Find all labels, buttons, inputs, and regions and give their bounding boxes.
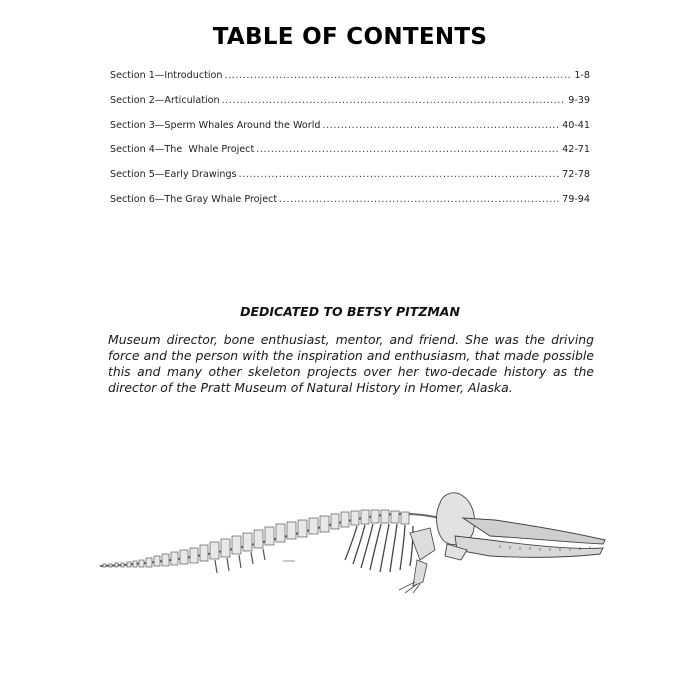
toc-entry-pages: 9-39 <box>568 94 590 106</box>
toc-entry-pages: 79-94 <box>562 193 590 205</box>
toc-entry <box>110 95 590 120</box>
dot-leader <box>225 70 572 81</box>
toc-entry-pages: 40-41 <box>562 119 590 131</box>
dot-leader <box>322 120 559 131</box>
page-title: TABLE OF CONTENTS <box>212 24 488 50</box>
toc-entry <box>110 194 590 219</box>
toc-entry-pages: 1-8 <box>574 70 590 81</box>
toc-entry-pages: 72-78 <box>562 169 590 181</box>
toc-entry-label: Section 4—The Whale Project <box>110 144 255 156</box>
dedication-body: Museum director, bone enthusiast, mentor, and friend. She was the driving force and the person with the inspiration and enthusiasm, that made possible this and many other skeleton projects over her two-decade history as the director of the Pratt Museum of Natural History in Homer, Alaska. <box>108 332 594 395</box>
dot-leader <box>239 169 560 180</box>
dot-leader <box>256 144 559 155</box>
toc-entry-pages: 42-71 <box>562 144 590 156</box>
dot-leader <box>222 95 566 106</box>
toc-entry <box>110 144 590 169</box>
whale-skeleton-illustration <box>95 478 610 593</box>
toc-entry-label: Section 5—Early Drawings <box>110 169 237 181</box>
toc-entry-label: Section 3—Sperm Whales Around the World <box>110 119 321 131</box>
toc-entry-label: Section 6—The Gray Whale Project <box>110 193 278 205</box>
toc-entry <box>110 70 590 95</box>
table-of-contents <box>110 70 590 219</box>
dedication-title: DEDICATED TO BETSY PITZMAN <box>240 304 460 319</box>
toc-entry-label: Section 1—Introduction <box>110 70 223 81</box>
toc-entry <box>110 169 590 194</box>
dot-leader <box>279 194 559 205</box>
toc-entry-label: Section 2—Articulation <box>110 94 220 106</box>
toc-entry <box>110 120 590 145</box>
